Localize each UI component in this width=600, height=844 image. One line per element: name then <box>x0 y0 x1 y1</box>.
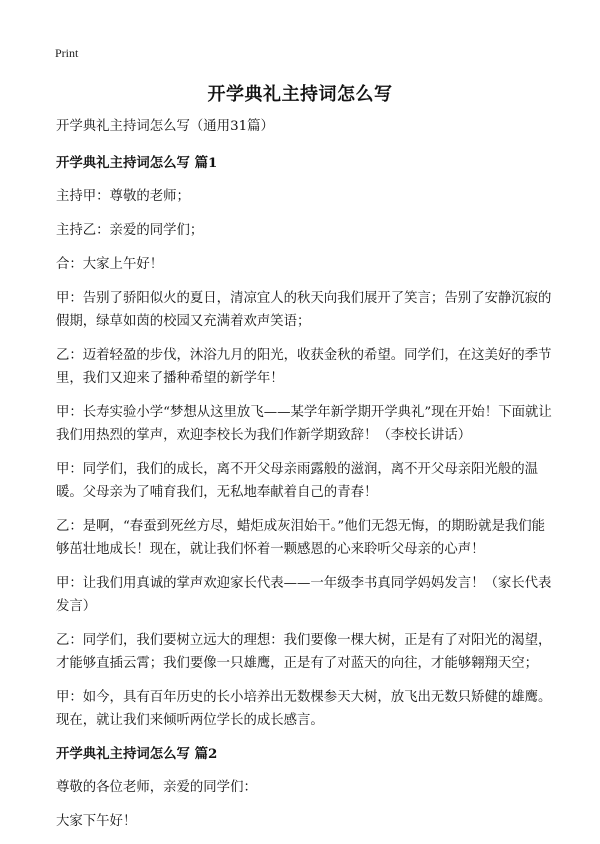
article-body <box>56 116 552 844</box>
section-1 <box>56 152 552 732</box>
paragraph: 尊敬的各位老师，亲爱的同学们： <box>56 780 257 795</box>
paragraph: 乙：迈着轻盈的步伐，沐浴九月的阳光，收获金秋的希望。同学们，在这美好的季节里，我们又迎来了播种希望的新学年！ <box>56 348 552 386</box>
paragraph: 甲：长寿实验小学“梦想从这里放飞——某学年新学期开学典礼”现在开始！下面就让我们用热烈的掌声，欢迎李校长为我们作新学期致辞！（李校长讲话） <box>56 405 552 443</box>
paragraph: 甲：同学们，我们的成长，离不开父母亲雨露般的滋润，离不开父母亲阳光般的温暖。父母亲为了哺育我们，无私地奉献着自己的青春！ <box>56 462 539 500</box>
paragraph: 合：大家上午好！ <box>56 257 164 272</box>
paragraph: 甲：让我们用真诚的掌声欢迎家长代表——一年级李书真同学妈妈发言！（家长代表发言） <box>56 576 552 614</box>
paragraph: 乙：同学们，我们要树立远大的理想：我们要像一棵大树，正是有了对阳光的渴望，才能够直插云霄；我们要像一只雄鹰，正是有了对蓝天的向往，才能够翱翔天空； <box>56 633 552 671</box>
section-2 <box>56 743 552 833</box>
section-heading: 开学典礼主持词怎么写 篇1 <box>56 155 218 171</box>
paragraph: 乙：是啊，“春蚕到死丝方尽，蜡炬成灰泪始干。”他们无怨无悔，的期盼就是我们能够茁壮地成长！现在，就让我们怀着一颗感恩的心来聆听父母亲的心声！ <box>56 519 546 557</box>
paragraph: 大家下午好！ <box>56 814 137 829</box>
paragraph: 甲：如今，具有百年历史的长小培养出无数棵参天大树，放飞出无数只矫健的雄鹰。现在，就让我们来倾听两位学长的成长感言。 <box>56 690 552 728</box>
paragraph: 主持乙：亲爱的同学们； <box>56 223 204 238</box>
print-link[interactable]: Print <box>55 46 79 60</box>
paragraph: 甲：告别了骄阳似火的夏日，清凉宜人的秋天向我们展开了笑言；告别了安静沉寂的假期，绿草如茵的校园又充满着欢声笑语； <box>56 291 552 329</box>
page-title: 开学典礼主持词怎么写 <box>207 84 393 105</box>
article-subtitle: 开学典礼主持词怎么写（通用31篇） <box>56 119 274 134</box>
section-heading: 开学典礼主持词怎么写 篇2 <box>56 746 218 762</box>
paragraph: 主持甲：尊敬的老师； <box>56 189 190 204</box>
